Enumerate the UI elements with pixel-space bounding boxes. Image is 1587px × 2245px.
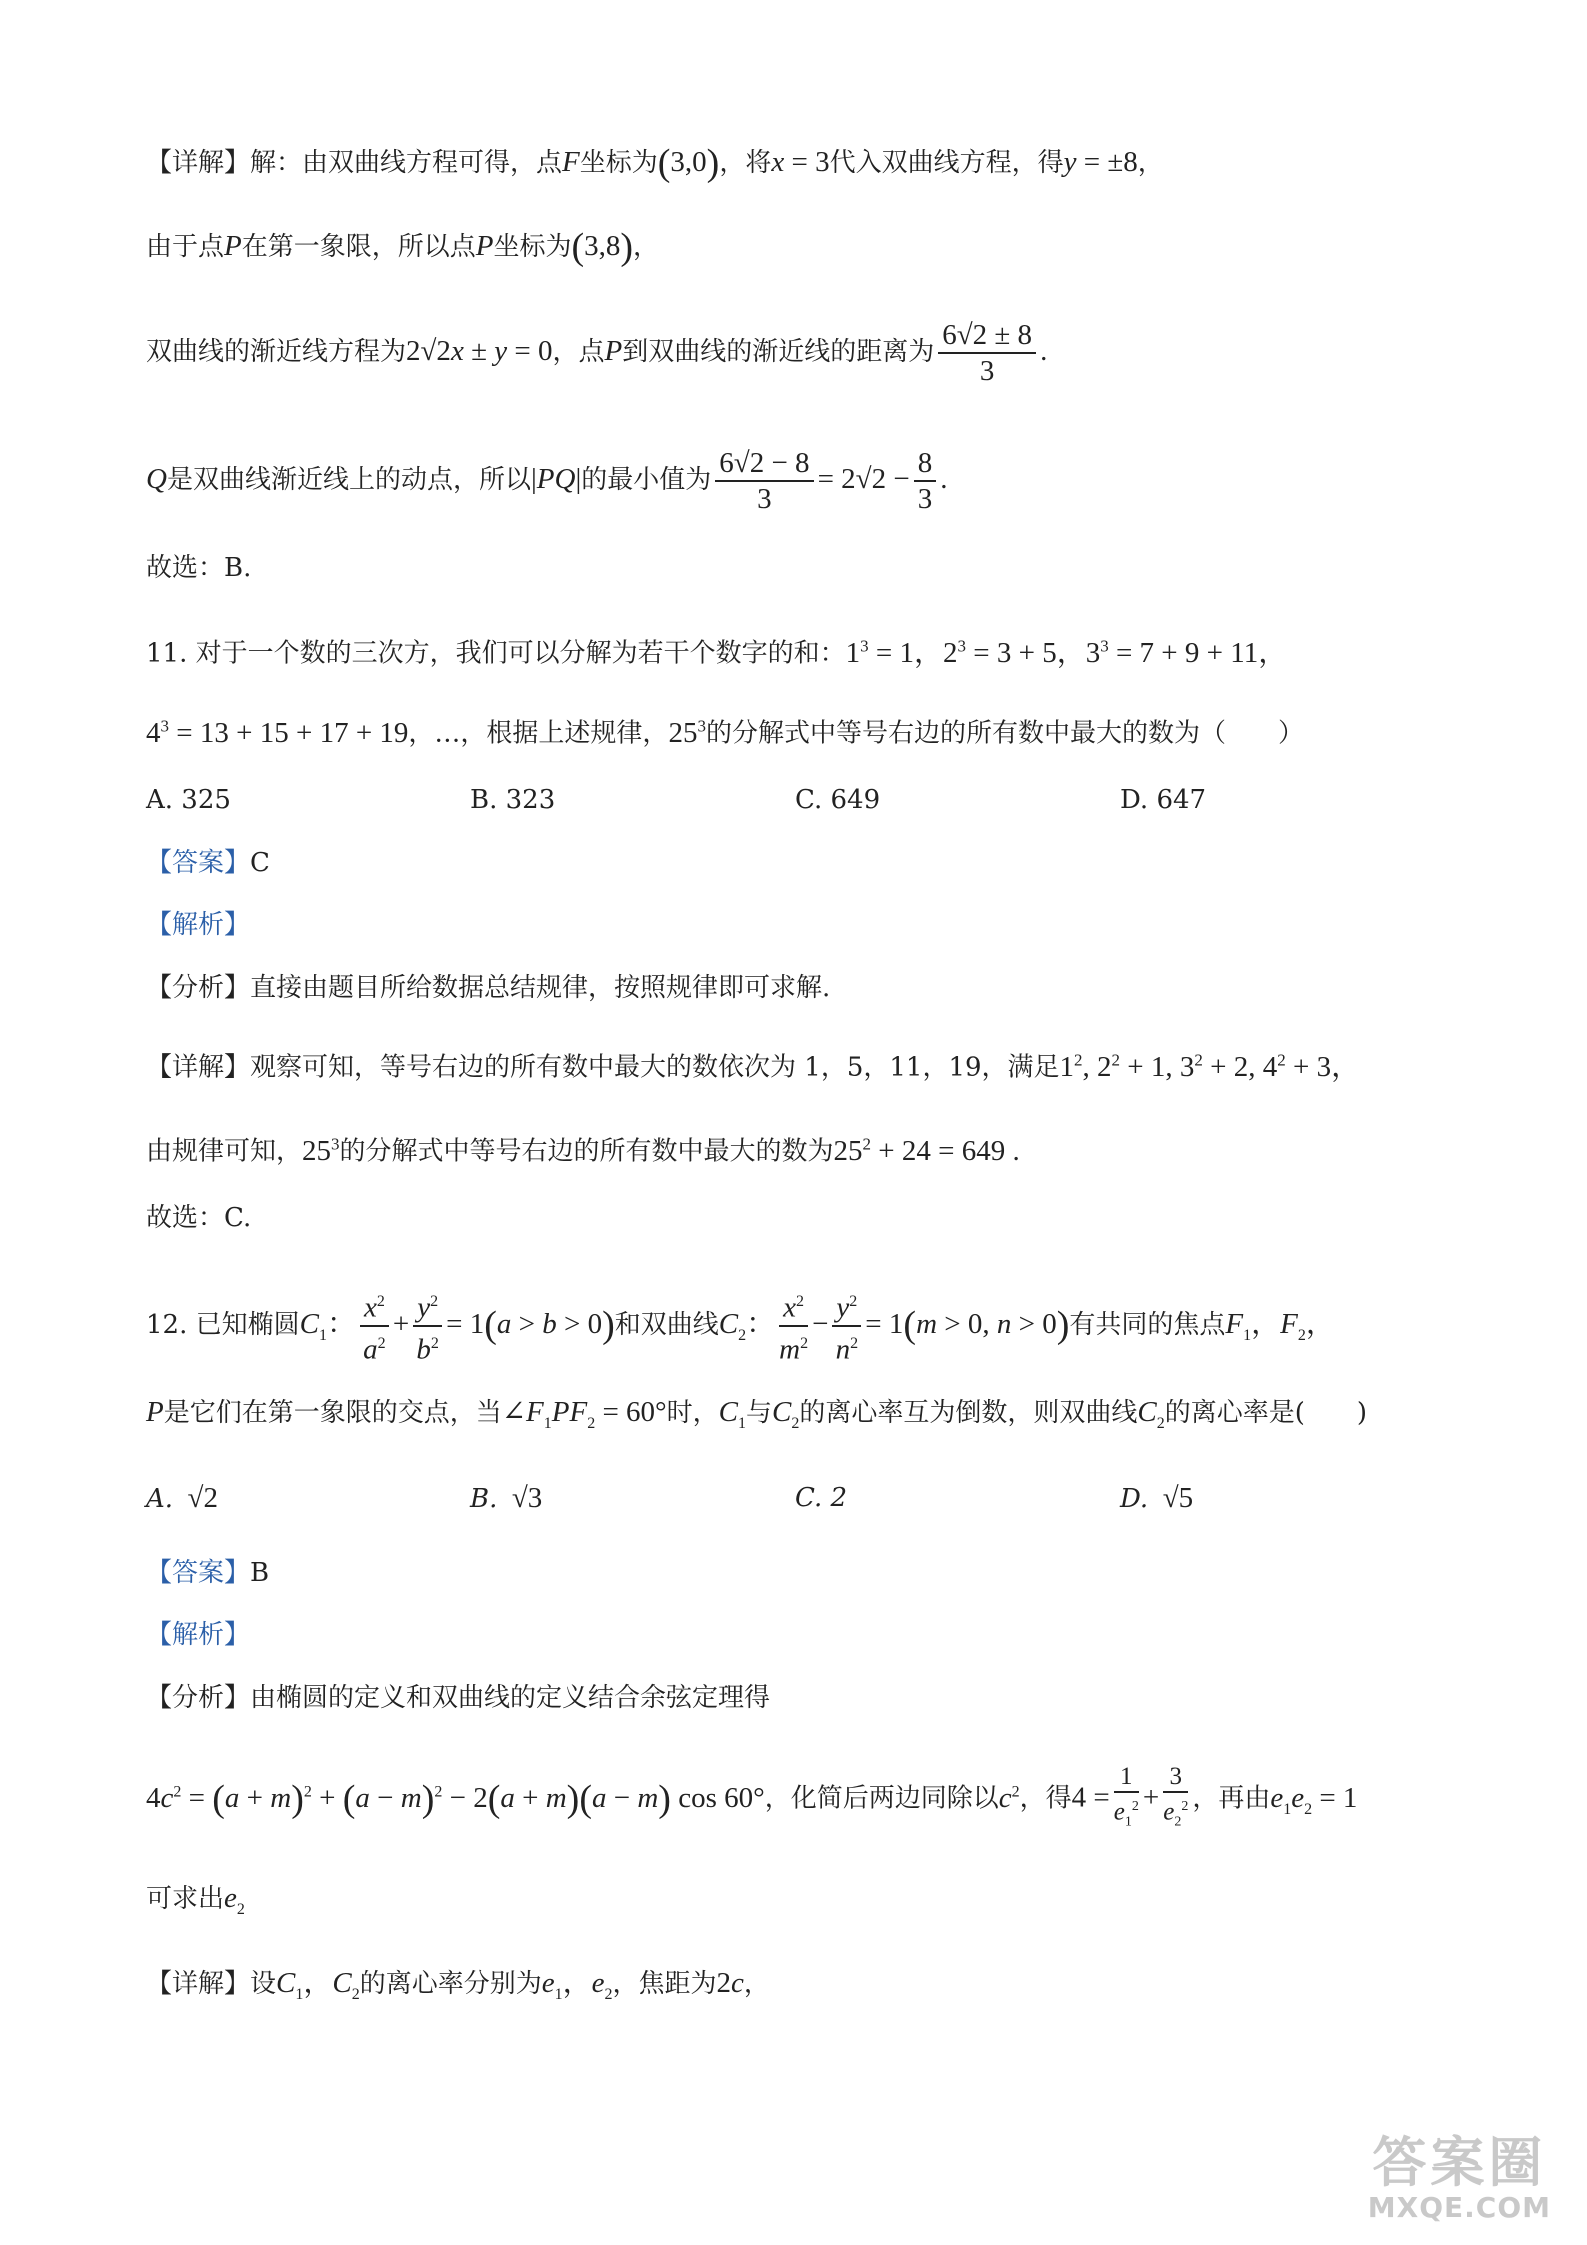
q12-option-d: [1120, 1478, 1193, 1519]
detail-line-2: [146, 226, 659, 267]
math-P: P: [146, 1396, 164, 1428]
text-segment: 解：由双曲线方程可得，点: [250, 148, 563, 178]
math-4-eq: 4 =: [1071, 1781, 1110, 1814]
text-segment: ，: [633, 232, 660, 262]
text-segment: 12. 已知椭圆: [146, 1310, 300, 1340]
math-frac-x2-m2: $\frac{x^2}{m^2}$: [779, 1285, 808, 1366]
math-y-pm-8: y = ±8: [1063, 146, 1138, 178]
fenxi-tag: 【分析】: [146, 973, 251, 1003]
text-segment: C. 649: [795, 785, 881, 815]
text-segment: 的离心率是( ): [1164, 1398, 1368, 1428]
math-sqrt3: √3: [497, 1482, 543, 1514]
xiangjie-12: [146, 1963, 770, 2015]
answer-tag: 【答案】: [146, 848, 251, 878]
detail-line-3: [146, 318, 1047, 388]
math-sqrt2: √2: [173, 1482, 218, 1514]
math-C2: $C_2$: [772, 1396, 800, 1432]
text-segment: A.: [146, 1484, 174, 1514]
math-pattern: $1^2$, $2^2 + 1$, $3^2 + 2$, $4^2 + 3$，: [1059, 1050, 1361, 1083]
math-frac-3-e2: $\frac{3}{e_2^2}$: [1163, 1762, 1189, 1830]
math-angle: $\angle F_1PF_2 = 60^\circ$: [501, 1396, 667, 1432]
text-segment: 与: [746, 1398, 773, 1428]
text-segment: 是它们在第一象限的交点，当: [163, 1398, 502, 1428]
text-segment: 的最小值为: [581, 465, 712, 495]
detail-tag: 【详解】: [146, 1969, 251, 1999]
text-segment: 设: [250, 1969, 277, 1999]
math-frac-distance: $\frac{6√2 \pm 8}{3}$: [938, 318, 1036, 388]
text-segment: 和双曲线: [614, 1310, 719, 1340]
math-result: $25^2 + 24 = 649$ .: [833, 1134, 1020, 1167]
text-segment: 双曲线的渐近线方程为: [146, 337, 407, 367]
text-segment: 观察可知，等号右边的所有数中最大的数依次为 1，5，11，19，满足: [250, 1052, 1060, 1083]
text-segment: 坐标为: [579, 148, 658, 178]
text-segment: ，将: [719, 148, 772, 178]
text-segment: 坐标为: [493, 232, 572, 262]
text-segment: 的分解式中等号右边的所有数中最大的数为（ ）: [705, 718, 1304, 749]
math-C1: $C_1$: [718, 1396, 747, 1432]
math-frac-y2-b2: $\frac{y^2}{b^2}$: [413, 1285, 442, 1366]
math-abs-PQ: |PQ|: [530, 463, 582, 495]
text-segment: 由规律可知，: [146, 1136, 303, 1167]
math-frac-8-3: $\frac{8}{3}$: [914, 446, 937, 516]
analysis-tag: 【解析】: [146, 910, 251, 940]
text-segment: 的分解式中等号右边的所有数中最大的数为: [339, 1136, 834, 1167]
math-sqrt5: √5: [1148, 1482, 1194, 1514]
math-e1-e2: $e_1$，$e_2$: [541, 1967, 613, 2003]
math-2c: 2c: [716, 1967, 744, 1999]
answer-12: [146, 1553, 269, 1593]
math-asymptote-eq: 2√2x ± y = 0: [406, 335, 553, 367]
math-P: P: [224, 230, 242, 262]
math-frac-y2-n2: $\frac{y^2}{n^2}$: [832, 1285, 861, 1366]
text-segment: 直接由题目所给数据总结规律，按照规律即可求解.: [250, 973, 831, 1003]
xiangjie-11-line-1: [146, 1040, 1360, 1088]
fenxi-12-formula: [146, 1752, 1357, 1849]
analysis-12-header: [146, 1615, 250, 1655]
text-segment: ，得: [1019, 1783, 1072, 1814]
text-segment: 由于点: [146, 232, 225, 262]
text-segment: 在第一象限，所以点: [241, 232, 476, 262]
watermark-logo: [1368, 2133, 1551, 2223]
math-cosine-law: $4c^2 = (a + m)^2 + (a - m)^2 - 2(a + m)(a - m)$ cos 60°: [146, 1777, 765, 1820]
text-segment: 的离心率分别为: [359, 1969, 542, 1999]
detail-tag: 【详解】: [146, 1052, 251, 1083]
text-segment: 11. 对于一个数的三次方，我们可以分解为若干个数字的和：: [146, 638, 846, 669]
math-cubes: $1^3 = 1$，$2^3 = 3 + 5$，$3^3 = 7 + 9 + 11$，: [845, 636, 1288, 669]
text-segment: ，焦距为: [612, 1969, 717, 1999]
text-segment: 由椭圆的定义和双曲线的定义结合余弦定理得: [250, 1683, 771, 1713]
text-segment: 有共同的焦点: [1069, 1310, 1226, 1340]
math-eq: = 2√2 −: [817, 463, 910, 495]
math-point-3-0: (3,0): [657, 142, 720, 184]
math-P: P: [604, 335, 623, 367]
math-e2: $e_2$: [224, 1882, 245, 1918]
text-segment: 是双曲线渐近线上的动点，所以: [166, 465, 531, 495]
math-4-cubed: $4^3 = 13 + 15 + 17 + 19$: [146, 716, 409, 749]
text-segment: ，…，根据上述规律，: [408, 718, 669, 749]
choice-line: [146, 548, 251, 588]
math-C1-C2: $C_1$，$C_2$: [276, 1967, 360, 2003]
math-e1e2: $e_1e_2 = 1$: [1270, 1781, 1358, 1818]
math-ellipse-cond: = 1(a > b > 0): [446, 1304, 615, 1346]
analysis-tag: 【解析】: [146, 1620, 251, 1650]
question-12-line-1: [146, 1284, 1335, 1376]
math-25-cubed: $25^3$: [668, 716, 706, 749]
text-segment: 到双曲线的渐近线的距离为: [622, 337, 935, 367]
text-segment: 代入双曲线方程，得: [829, 148, 1064, 178]
q11-option-a: [146, 780, 231, 820]
math-plus: +: [392, 1308, 410, 1340]
detail-line-4: [146, 446, 947, 516]
q11-option-d: [1120, 780, 1206, 820]
text-segment: C. 2: [795, 1483, 848, 1513]
fenxi-12: [146, 1678, 770, 1718]
text-segment: B.: [470, 1484, 498, 1514]
math-Q: Q: [146, 463, 167, 495]
math-frac-min: $\frac{6√2 - 8}{3}$: [715, 446, 813, 516]
math-C2: $C_2$：: [718, 1308, 776, 1344]
math-period: .: [1040, 335, 1048, 367]
fenxi-11: [146, 968, 830, 1008]
text-segment: D. 647: [1120, 785, 1207, 815]
math-C1: $C_1$：: [299, 1308, 356, 1344]
question-11-line-1: [146, 626, 1287, 674]
text-segment: B. 323: [470, 785, 556, 815]
math-x-eq-3: x = 3: [771, 146, 830, 178]
question-12-line-2: [146, 1392, 1367, 1444]
math-P: P: [475, 230, 494, 262]
math-plus: +: [1142, 1781, 1160, 1814]
text-segment: 故选：B.: [146, 553, 252, 583]
fenxi-12-tail: [146, 1878, 245, 1930]
text-segment: D.: [1120, 1484, 1149, 1514]
math-c2: $c^2$: [998, 1781, 1020, 1814]
math-C2: $C_2$: [1137, 1396, 1165, 1432]
detail-line-1: [146, 142, 1164, 183]
text-segment: ，化简后两边同除以: [764, 1783, 999, 1814]
text-segment: 时，: [666, 1398, 719, 1428]
answer-value: B: [250, 1558, 270, 1588]
fenxi-tag: 【分析】: [146, 1683, 251, 1713]
math-point-3-8: (3,8): [571, 226, 634, 268]
text-segment: ，再由: [1192, 1783, 1271, 1814]
watermark-url: MXQE.COM: [1367, 2191, 1551, 2224]
q11-option-b: [470, 780, 555, 820]
text-segment: 故选：C.: [146, 1203, 252, 1233]
text-segment: 可求出: [146, 1884, 225, 1914]
watermark-title: 答案圈: [1372, 2131, 1547, 2194]
math-frac-1-e1: $\frac{1}{e_1^2}$: [1113, 1762, 1139, 1830]
math-frac-x2-a2: $\frac{x^2}{a^2}$: [360, 1285, 389, 1366]
answer-value: C: [250, 848, 270, 878]
answer-11: [146, 843, 270, 883]
q12-option-a: [146, 1478, 218, 1519]
analysis-11-header: [146, 905, 250, 945]
text-segment: 的离心率互为倒数，则双曲线: [799, 1398, 1138, 1428]
xiangjie-11-line-2: [146, 1124, 1020, 1172]
choice-line-11: [146, 1198, 251, 1238]
q12-option-c: [795, 1478, 847, 1518]
q12-option-b: [470, 1478, 542, 1519]
math-hyperbola-cond: = 1(m > 0, n > 0): [865, 1304, 1070, 1346]
math-25-cubed: $25^3$: [302, 1134, 340, 1167]
math-minus: −: [812, 1308, 829, 1340]
text-segment: ，点: [552, 337, 605, 367]
detail-tag: 【详解】: [146, 148, 251, 178]
math-F1-F2: $F_1$，$F_2$，: [1225, 1308, 1335, 1344]
text-segment: A. 325: [146, 785, 231, 815]
q11-option-c: [795, 780, 880, 820]
text-segment: ，: [1137, 148, 1164, 178]
math-period: .: [940, 463, 948, 495]
text-segment: ，: [743, 1969, 770, 1999]
math-F: F: [562, 146, 580, 178]
question-11-line-2: [146, 706, 1304, 754]
answer-tag: 【答案】: [146, 1558, 251, 1588]
